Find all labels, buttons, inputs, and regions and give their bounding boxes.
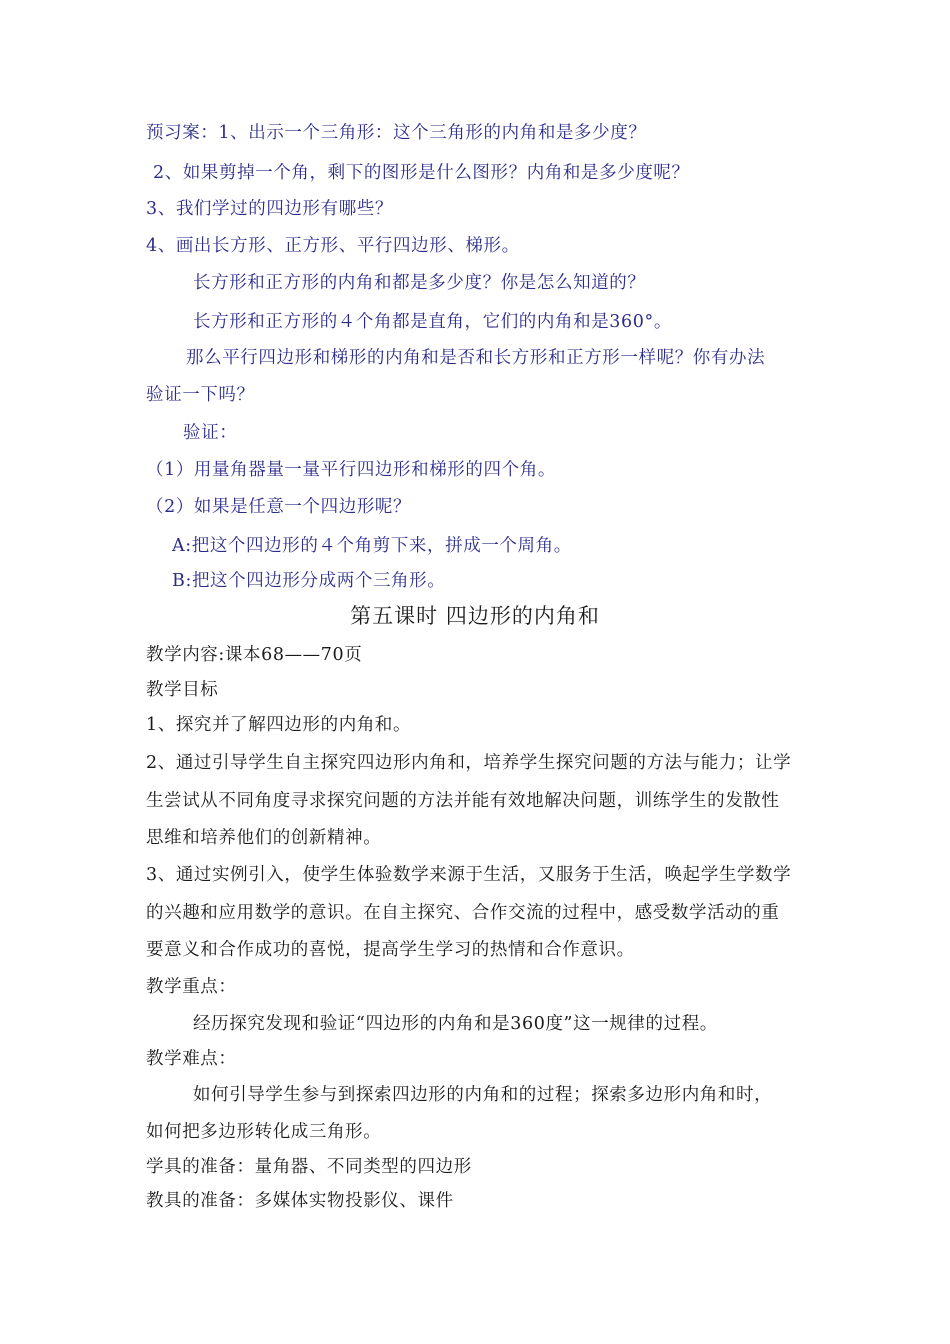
verify-option-b: B:把这个四边形分成两个三角形。 [172,571,446,591]
goal-2-line2: 生尝试从不同角度寻求探究问题的方法并能有效地解决问题，训练学生的发散性 [146,791,780,811]
preview-question-4a: 长方形和正方形的内角和都是多少度？你是怎么知道的？ [193,273,646,293]
preview-question-1: 预习案：1、出示一个三角形：这个三角形的内角和是多少度？ [146,123,647,143]
goal-2-line3: 思维和培养他们的创新精神。 [146,828,382,848]
teacher-tools: 教具的准备：多媒体实物投影仪、课件 [146,1191,454,1211]
verify-step-2: （2）如果是任意一个四边形呢？ [146,497,412,517]
goal-1: 1、探究并了解四边形的内角和。 [146,715,412,735]
difficulty-heading: 教学难点： [146,1049,237,1069]
preview-question-4b: 长方形和正方形的４个角都是直角，它们的内角和是360°。 [193,312,672,332]
verify-label: 验证： [183,423,238,443]
preview-question-2: 2、如果剪掉一个角，剩下的图形是什么图形？内角和是多少度呢？ [153,163,690,183]
preview-question-5-line2: 验证一下吗？ [146,385,255,405]
difficulty-line1: 如何引导学生参与到探索四边形的内角和的过程；探索多边形内角和时， [193,1085,773,1105]
key-point-heading: 教学重点： [146,977,237,997]
preview-question-4: 4、画出长方形、正方形、平行四边形、梯形。 [146,236,520,256]
preview-question-5-line1: 那么平行四边形和梯形的内角和是否和长方形和正方形一样呢？你有办法 [186,348,766,368]
lesson-content: 教学内容:课本68——70页 [146,645,363,665]
lesson-title: 第五课时 四边形的内角和 [350,604,600,628]
preview-question-3: 3、我们学过的四边形有哪些？ [146,199,394,219]
goal-3-line2: 的兴趣和应用数学的意识。在自主探究、合作交流的过程中，感受数学活动的重 [146,903,780,923]
goal-3-line3: 要意义和合作成功的喜悦，提高学生学习的热情和合作意识。 [146,940,635,960]
key-point-text: 经历探究发现和验证“四边形的内角和是360度”这一规律的过程。 [193,1014,718,1034]
goal-2-line1: 2、通过引导学生自主探究四边形内角和，培养学生探究问题的方法与能力；让学 [146,753,792,773]
goals-heading: 教学目标 [146,680,219,700]
verify-step-1: （1）用量角器量一量平行四边形和梯形的四个角。 [146,460,556,480]
verify-option-a: A:把这个四边形的４个角剪下来，拼成一个周角。 [172,536,572,556]
goal-3-line1: 3、通过实例引入，使学生体验数学来源于生活，又服务于生活，唤起学生学数学 [146,865,792,885]
difficulty-line2: 如何把多边形转化成三角形。 [146,1122,382,1142]
student-tools: 学具的准备：量角器、不同类型的四边形 [146,1157,472,1177]
